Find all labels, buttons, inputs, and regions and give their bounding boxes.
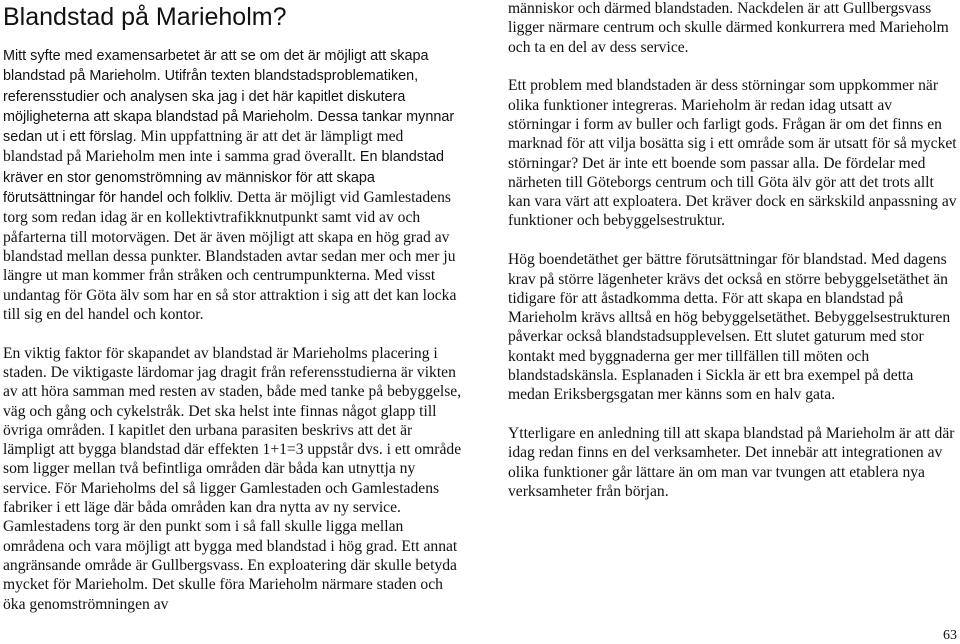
paragraph-intro-sans-2: En blandstad kräver en stor genomströmning av människor för att skapa förutsättningar för handel och folkliv. [3,149,444,207]
page-title: Blandstad på Marieholm? [3,3,287,31]
paragraph-continuation: människor och därmed blandstaden. Nackdelen är att Gullbergsvass ligger närmare centrum och skulle därmed konkurrera med Marieholm och ta en del av dess service. [508,0,949,56]
paragraph-intro [3,46,465,324]
paragraph-intro-serif-1: Min uppfattning är att det är lämpligt med blandstad på Marieholm men inte i samma grad överallt. [3,128,404,166]
paragraph-businesses: Ytterligare en anledning till att skapa blandstad på Marieholm är att där idag redan finns en del verksamheter. Det innebär att integrationen av olika funktioner går lättare än om man var tvungen att etablera nya verksamheter från början. [508,425,955,501]
paragraph-disturbances: Ett problem med blandstaden är dess störningar som uppkommer när olika funktioner integreras. Marieholm är redan idag utsatt av störningar i form av buller och farligt gods. Frågan är om det finns en marknad för att vilja bosätta sig i ett område som är utsatt för så mycket störningar? Det är inte ett boende som passar alla. De fördelar med närheten till Göteborgs centrum och till Göta älv gör att det trots allt kan vara värt att exploatera. Det kräver dock en särkskild anpassning av funktioner och bebyggelsestruktur. [508,77,957,230]
paragraph-intro-sans: Mitt syfte med examensarbetet är att se om det är möjligt att skapa blandstad på Marieholm. Utifrån texten blandstadsproblematiken, referensstudier och analysen ska jag i det här kapitlet diskutera möjligheterna att skapa blandstad på Marieholm. Dessa tankar mynnar sedan ut i ett förslag. [3,48,455,146]
page-number: 63 [943,628,957,643]
right-column [508,0,958,521]
paragraph-density: Hög boendetäthet ger bättre förutsättningar för blandstad. Med dagens krav på större lägenheter krävs det också en större bebyggelsetäthet än tidigare för att åstadkomma detta. För att skapa en blandstad på Marieholm krävs alltså en hög bebyggelsetäthet. Bebyggelsestrukturen påverkar också blandstadsupplevelsen. Ett slutet gaturum med stor kontakt med byggnaderna ger mer tillfällen till möten och blandstadskänsla. Esplanaden i Sickla är ett bra exempel på detta medan Eriksbergsgatan mer känns som en halv gata. [508,251,951,404]
paragraph-intro-serif-2: Detta är möjligt vid Gamlestadens torg som redan idag är en kollektivtrafikknutpunkt samt vid av och påfarterna till motorvägen. Det är även möjligt att skapa en hög grad av blandstad mellan dessa punkter. Blandstaden avtar sedan mer och mer ju längre ut man kommer från stråken och centrumpunkterna. Med visst undantag för Göta älv som har en så stor attraktion i sig att det kan locka till sig en del handel och kontor. [3,189,457,323]
paragraph-placement: En viktig faktor för skapandet av blandstad är Marieholms placering i staden. De viktigaste lärdomar jag dragit från referensstudierna är vikten av att höra samman med resten av staden, både med tanke på bebyggelse, väg och gång och cykelstråk. Det ska helst inte finnas något glapp till övriga områden. I kapitlet den urbana parasiten beskrivs att det är lämpligt att bygga blandstad där effekten 1+1=3 uppstår dvs. i ett område som ligger mellan två befintliga områden där båda kan utnyttja ny service. För Marieholms del så ligger Gamlestaden och Gamlestadens fabriker i ett läge där båda områden kan dra nytta av ny service. Gamlestadens torg är den punkt som i så fall skulle ligga mellan områdena och vara möjligt att bygga med blandstad i hög grad. Ett annat angränsande område är Gullbergsvass. En exploatering där skulle betyda mycket för Marieholm. Det skulle föra Marieholm närmare staden och öka genomströmningen av [3,344,462,613]
left-column [3,0,465,633]
